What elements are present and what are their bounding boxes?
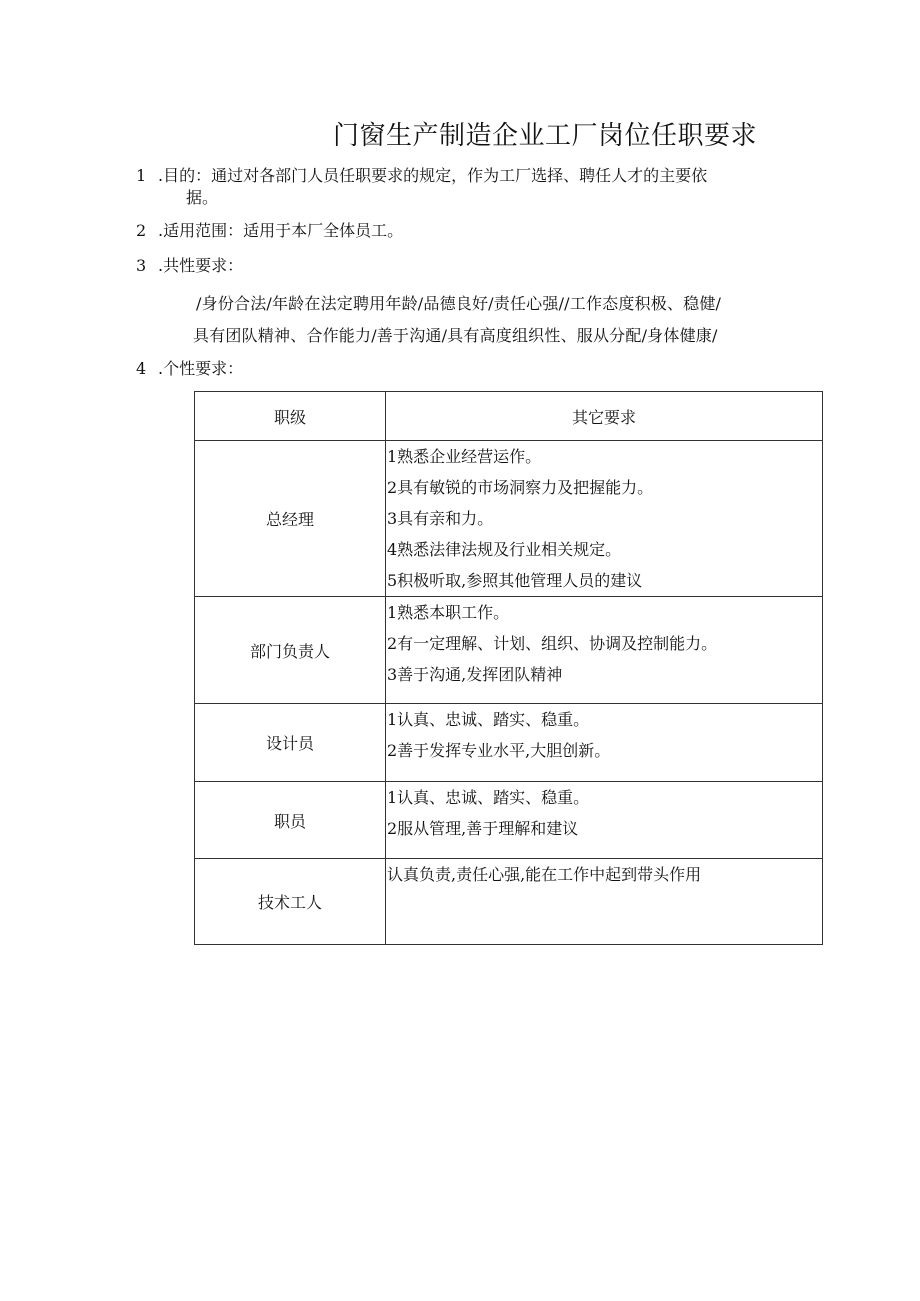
role-cell: 设计员 [195, 704, 386, 782]
requirement-item: 2善于发挥专业水平,大胆创新。 [387, 741, 611, 760]
section-number: 1 [136, 166, 147, 185]
table-row [195, 782, 823, 859]
page-title: 门窗生产制造企业工厂岗位任职要求 [333, 121, 758, 151]
table-row [195, 704, 823, 782]
requirement-item: 5积极听取,参照其他管理人员的建议 [387, 571, 643, 590]
requirement-item: 1熟悉本职工作。 [387, 603, 510, 622]
section-scope: .适用范围：适用于本厂全体员工。 [158, 221, 404, 240]
table-row [195, 441, 823, 597]
requirement-item: 4熟悉法律法规及行业相关规定。 [387, 540, 622, 559]
table-row [195, 859, 823, 945]
header-rank: 职级 [195, 392, 386, 441]
requirement-item: 2服从管理,善于理解和建议 [387, 819, 579, 838]
header-other-requirements: 其它要求 [386, 392, 823, 441]
requirements-cell [386, 859, 823, 945]
common-requirements-line: /身份合法/年龄在法定聘用年龄/品德良好/责任心强//工作态度积极、稳健/ [196, 294, 722, 313]
section-individual-requirements: .个性要求： [158, 359, 244, 378]
requirement-item: 认真负责,责任心强,能在工作中起到带头作用 [387, 865, 702, 884]
requirements-cell [386, 597, 823, 704]
role-cell: 部门负责人 [195, 597, 386, 704]
section-purpose: .目的：通过对各部门人员任职要求的规定，作为工厂选择、聘任人才的主要依 [158, 166, 708, 185]
role-cell: 技术工人 [195, 859, 386, 945]
requirement-item: 2有一定理解、计划、组织、协调及控制能力。 [387, 634, 718, 653]
requirements-cell [386, 441, 823, 597]
requirement-item: 2具有敏锐的市场洞察力及把握能力。 [387, 478, 654, 497]
requirement-item: 1认真、忠诚、踏实、稳重。 [387, 710, 590, 729]
requirement-item: 1认真、忠诚、踏实、稳重。 [387, 788, 590, 807]
role-cell: 总经理 [195, 441, 386, 597]
requirement-item: 3具有亲和力。 [387, 509, 494, 528]
requirement-item: 3善于沟通,发挥团队精神 [387, 665, 563, 684]
section-number: 3 [136, 256, 147, 275]
table-row [195, 597, 823, 704]
requirements-cell [386, 782, 823, 859]
requirements-table [194, 391, 823, 945]
table-header-row [195, 392, 823, 441]
requirement-item: 1熟悉企业经营运作。 [387, 447, 542, 466]
common-requirements-line: 具有团队精神、合作能力/善于沟通/具有高度组织性、服从分配/身体健康/ [193, 326, 718, 345]
section-common-requirements: .共性要求： [158, 256, 244, 275]
section-number: 4 [136, 359, 147, 378]
requirements-cell [386, 704, 823, 782]
section-purpose-continued: 据。 [186, 188, 219, 207]
section-number: 2 [136, 221, 147, 240]
role-cell: 职员 [195, 782, 386, 859]
